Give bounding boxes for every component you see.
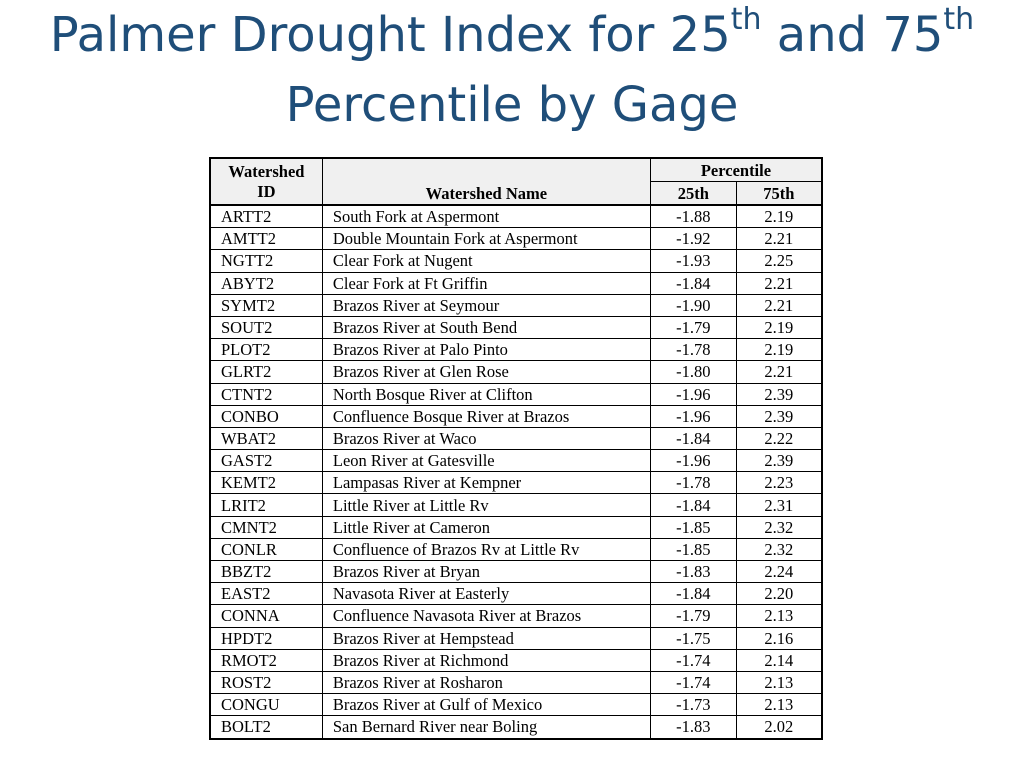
cell-watershed-name: Little River at Little Rv [322,494,650,516]
cell-75th-percentile: 2.02 [736,716,822,739]
cell-watershed-name: Little River at Cameron [322,516,650,538]
cell-watershed-id: EAST2 [210,583,322,605]
header-75th: 75th [736,182,822,206]
table-row [210,561,822,583]
cell-watershed-id: AMTT2 [210,228,322,250]
cell-75th-percentile: 2.13 [736,605,822,627]
cell-watershed-id: CTNT2 [210,383,322,405]
cell-75th-percentile: 2.21 [736,294,822,316]
cell-25th-percentile: -1.84 [650,494,736,516]
header-watershed-name: Watershed Name [322,158,650,205]
cell-75th-percentile: 2.16 [736,627,822,649]
cell-watershed-id: GAST2 [210,450,322,472]
title-superscript-1: th [730,2,762,37]
cell-25th-percentile: -1.96 [650,383,736,405]
cell-25th-percentile: -1.79 [650,605,736,627]
cell-25th-percentile: -1.96 [650,405,736,427]
cell-75th-percentile: 2.13 [736,671,822,693]
cell-watershed-id: KEMT2 [210,472,322,494]
cell-25th-percentile: -1.80 [650,361,736,383]
cell-watershed-id: BBZT2 [210,561,322,583]
cell-25th-percentile: -1.78 [650,339,736,361]
cell-watershed-name: Brazos River at Waco [322,427,650,449]
table-row [210,649,822,671]
table-row [210,583,822,605]
cell-25th-percentile: -1.74 [650,671,736,693]
cell-25th-percentile: -1.84 [650,583,736,605]
cell-75th-percentile: 2.31 [736,494,822,516]
table-row [210,671,822,693]
table-row [210,361,822,383]
cell-watershed-name: Double Mountain Fork at Aspermont [322,228,650,250]
title-text-part-2: and 75 [761,7,944,63]
cell-watershed-name: Confluence of Brazos Rv at Little Rv [322,538,650,560]
table-row [210,205,822,228]
cell-watershed-id: CONBO [210,405,322,427]
cell-watershed-name: Brazos River at Seymour [322,294,650,316]
table-row [210,250,822,272]
cell-75th-percentile: 2.39 [736,450,822,472]
cell-25th-percentile: -1.93 [650,250,736,272]
table-row [210,472,822,494]
cell-watershed-name: Brazos River at Richmond [322,649,650,671]
cell-75th-percentile: 2.24 [736,561,822,583]
header-watershed-id [210,158,322,205]
cell-watershed-id: ABYT2 [210,272,322,294]
cell-watershed-name: Confluence Bosque River at Brazos [322,405,650,427]
cell-75th-percentile: 2.13 [736,694,822,716]
cell-25th-percentile: -1.83 [650,561,736,583]
cell-watershed-id: RMOT2 [210,649,322,671]
cell-25th-percentile: -1.92 [650,228,736,250]
cell-watershed-id: BOLT2 [210,716,322,739]
cell-watershed-name: Leon River at Gatesville [322,450,650,472]
cell-25th-percentile: -1.78 [650,472,736,494]
table-row [210,450,822,472]
cell-25th-percentile: -1.79 [650,316,736,338]
cell-75th-percentile: 2.22 [736,427,822,449]
cell-watershed-id: CONLR [210,538,322,560]
cell-watershed-name: Brazos River at Hempstead [322,627,650,649]
cell-watershed-id: SOUT2 [210,316,322,338]
cell-25th-percentile: -1.83 [650,716,736,739]
cell-watershed-name: San Bernard River near Boling [322,716,650,739]
cell-25th-percentile: -1.85 [650,516,736,538]
cell-watershed-name: Brazos River at Gulf of Mexico [322,694,650,716]
table-row [210,383,822,405]
drought-index-table [209,157,823,740]
cell-watershed-id: LRIT2 [210,494,322,516]
cell-watershed-name: Brazos River at Glen Rose [322,361,650,383]
cell-watershed-name: Clear Fork at Ft Griffin [322,272,650,294]
cell-watershed-name: North Bosque River at Clifton [322,383,650,405]
drought-index-table-container [209,157,823,740]
cell-25th-percentile: -1.75 [650,627,736,649]
cell-75th-percentile: 2.23 [736,472,822,494]
table-row [210,427,822,449]
cell-25th-percentile: -1.84 [650,427,736,449]
cell-75th-percentile: 2.19 [736,316,822,338]
cell-watershed-name: Navasota River at Easterly [322,583,650,605]
header-25th: 25th [650,182,736,206]
cell-watershed-id: ARTT2 [210,205,322,228]
cell-75th-percentile: 2.32 [736,516,822,538]
table-row [210,339,822,361]
cell-25th-percentile: -1.90 [650,294,736,316]
cell-watershed-name: Confluence Navasota River at Brazos [322,605,650,627]
header-watershed-id-line-1: Watershed [228,161,305,181]
cell-watershed-name: Brazos River at Bryan [322,561,650,583]
cell-watershed-name: Lampasas River at Kempner [322,472,650,494]
cell-watershed-id: PLOT2 [210,339,322,361]
cell-75th-percentile: 2.39 [736,405,822,427]
cell-watershed-name: Brazos River at Palo Pinto [322,339,650,361]
cell-watershed-id: CONGU [210,694,322,716]
header-percentile: Percentile [650,158,822,182]
table-row [210,405,822,427]
cell-25th-percentile: -1.74 [650,649,736,671]
cell-watershed-id: SYMT2 [210,294,322,316]
cell-75th-percentile: 2.19 [736,205,822,228]
cell-watershed-name: Brazos River at Rosharon [322,671,650,693]
table-row [210,294,822,316]
table-row [210,316,822,338]
cell-25th-percentile: -1.85 [650,538,736,560]
cell-watershed-id: GLRT2 [210,361,322,383]
cell-75th-percentile: 2.20 [736,583,822,605]
page-title-line-1 [0,0,1024,70]
cell-watershed-id: CMNT2 [210,516,322,538]
table-body [210,205,822,739]
table-row [210,694,822,716]
header-row-1 [210,158,822,182]
cell-25th-percentile: -1.88 [650,205,736,228]
cell-25th-percentile: -1.96 [650,450,736,472]
table-row [210,228,822,250]
cell-watershed-id: HPDT2 [210,627,322,649]
cell-75th-percentile: 2.19 [736,339,822,361]
cell-watershed-id: NGTT2 [210,250,322,272]
cell-75th-percentile: 2.21 [736,272,822,294]
table-row [210,627,822,649]
cell-75th-percentile: 2.14 [736,649,822,671]
cell-75th-percentile: 2.21 [736,361,822,383]
cell-75th-percentile: 2.32 [736,538,822,560]
cell-watershed-name: Clear Fork at Nugent [322,250,650,272]
table-row [210,716,822,739]
table-row [210,538,822,560]
page-title [0,0,1024,140]
cell-watershed-name: Brazos River at South Bend [322,316,650,338]
title-text-part-1: Palmer Drought Index for 25 [49,7,731,63]
cell-75th-percentile: 2.25 [736,250,822,272]
cell-25th-percentile: -1.73 [650,694,736,716]
page-title-line-2: Percentile by Gage [285,77,739,133]
cell-watershed-id: ROST2 [210,671,322,693]
cell-75th-percentile: 2.39 [736,383,822,405]
header-watershed-id-line-2: ID [257,181,276,201]
table-header [210,158,822,205]
cell-25th-percentile: -1.84 [650,272,736,294]
table-row [210,272,822,294]
table-row [210,516,822,538]
cell-watershed-id: WBAT2 [210,427,322,449]
cell-75th-percentile: 2.21 [736,228,822,250]
table-row [210,494,822,516]
cell-watershed-name: South Fork at Aspermont [322,205,650,228]
title-superscript-2: th [943,2,975,37]
cell-watershed-id: CONNA [210,605,322,627]
table-row [210,605,822,627]
